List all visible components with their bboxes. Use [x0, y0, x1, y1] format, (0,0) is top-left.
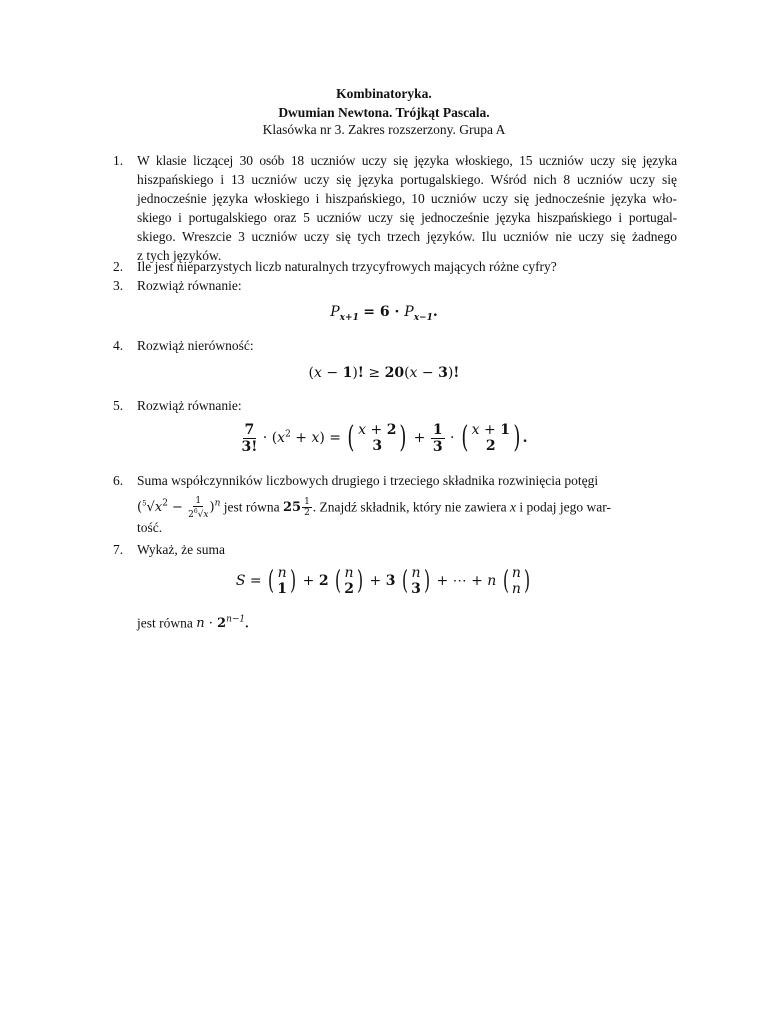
inequality-factorial: (x − 1)! ≥ 20(x − 3)!: [308, 365, 460, 381]
problem-6-phrase: jest równa: [223, 499, 280, 515]
power-expression: $n \cdot 2^{n-1}$: [196, 615, 246, 632]
problem-6-text: [137, 471, 677, 537]
variable-x: x: [509, 499, 516, 515]
document-title: Kombinatoryka.: [336, 86, 432, 101]
problem-1-text: [137, 151, 677, 265]
problem-3-number: 3.: [113, 278, 124, 293]
problem-6-line: tość.: [137, 520, 163, 536]
test-info: Klasówka nr 3. Zakres rozszerzony. Grupa A: [262, 122, 506, 137]
equation-binomial: $\frac{7}{3!}$ · $(x^2 + x)$ = ( x + 2 3 ) + $\frac{1}{3}$ · ( x + 1 2 ) .: [241, 420, 528, 455]
problem-1-line: W klasie liczącej 30 osób 18 uczniów uczy się języka włoskiego, 15 uczniów uczy się języka: [137, 153, 677, 168]
problem-7-text: Wykaż, że suma: [137, 542, 226, 557]
problem-1-line: skiego i portugalskiego oraz 5 uczniów uczy się jednocześnie języka hiszpańskiego i portugal-: [137, 210, 677, 225]
binomial: ( n 3 ): [401, 565, 430, 597]
binomial: ( x + 2 3 ): [347, 420, 407, 455]
fraction: $\frac{1}{3}$: [432, 421, 443, 455]
problem-5-text: Rozwiąż równanie:: [137, 398, 242, 413]
problem-1-line: z tych języków.: [137, 248, 222, 263]
problem-6-line: [137, 492, 677, 520]
problem-7-phrase: jest równa: [137, 615, 193, 631]
problem-7-number: 7.: [113, 542, 124, 557]
problem-1-number: 1.: [113, 153, 124, 168]
mixed-number: 25 $\frac{1}{2}$: [282, 497, 310, 519]
fraction: $\frac{7}{3!}$: [241, 421, 258, 455]
binomial: ( n 2 ): [335, 565, 364, 597]
binomial: ( n n ): [502, 565, 531, 597]
equation-permutations: $P_{x+1} = 6 \cdot P_{x-1}$.: [330, 304, 438, 323]
problem-6-number: 6.: [113, 473, 124, 488]
problem-1-line: skiego. Wreszcie 3 uczniów uczy się tych trzech języków. Ilu uczniów nie uczy się żadnego: [137, 229, 677, 244]
problem-6-phrase: i podaj jego war-: [519, 499, 611, 515]
binomial: ( x + 1 2 ): [461, 420, 521, 455]
problem-6-line: Suma współczynników liczbowych drugiego i trzeciego składnika rozwinięcia potęgi: [137, 473, 599, 488]
problem-4-number: 4.: [113, 338, 124, 353]
sum-identity: S = ( n 1 ) + 2 ( n 2 ) + 3 ( n 3 ) + ⋯ + n ( n n ): [0, 565, 768, 597]
closing-period: .: [245, 615, 249, 631]
problem-2-number: 2.: [113, 259, 124, 274]
problem-7-conclusion: [137, 611, 677, 633]
problem-5-number: 5.: [113, 398, 124, 413]
problem-2-text: Ile jest nieparzystych liczb naturalnych trzycyfrowych mających różne cyfry?: [137, 259, 557, 274]
document-subtitle: Dwumian Newtona. Trójkąt Pascala.: [278, 105, 490, 120]
problem-1-line: hiszpańskiego i 13 uczniów uczy się języka portugalskiego. Wśród nich 8 uczniów uczy się: [137, 172, 677, 187]
problem-6-phrase: . Znajdź składnik, który nie zawiera: [312, 499, 507, 515]
problem-3-text: Rozwiąż równanie:: [137, 278, 242, 293]
binomial: ( n 1 ): [268, 565, 297, 597]
problem-4-text: Rozwiąż nierówność:: [137, 338, 254, 353]
problem-1-line: jednocześnie języka włoskiego i hiszpańskiego, 10 uczniów uczy się jednocześnie języka wło-: [137, 191, 677, 206]
binomial-power-expression: ($^5√x^2$ − $\frac{1}{2^6√x}$ )$^n$: [137, 495, 221, 520]
